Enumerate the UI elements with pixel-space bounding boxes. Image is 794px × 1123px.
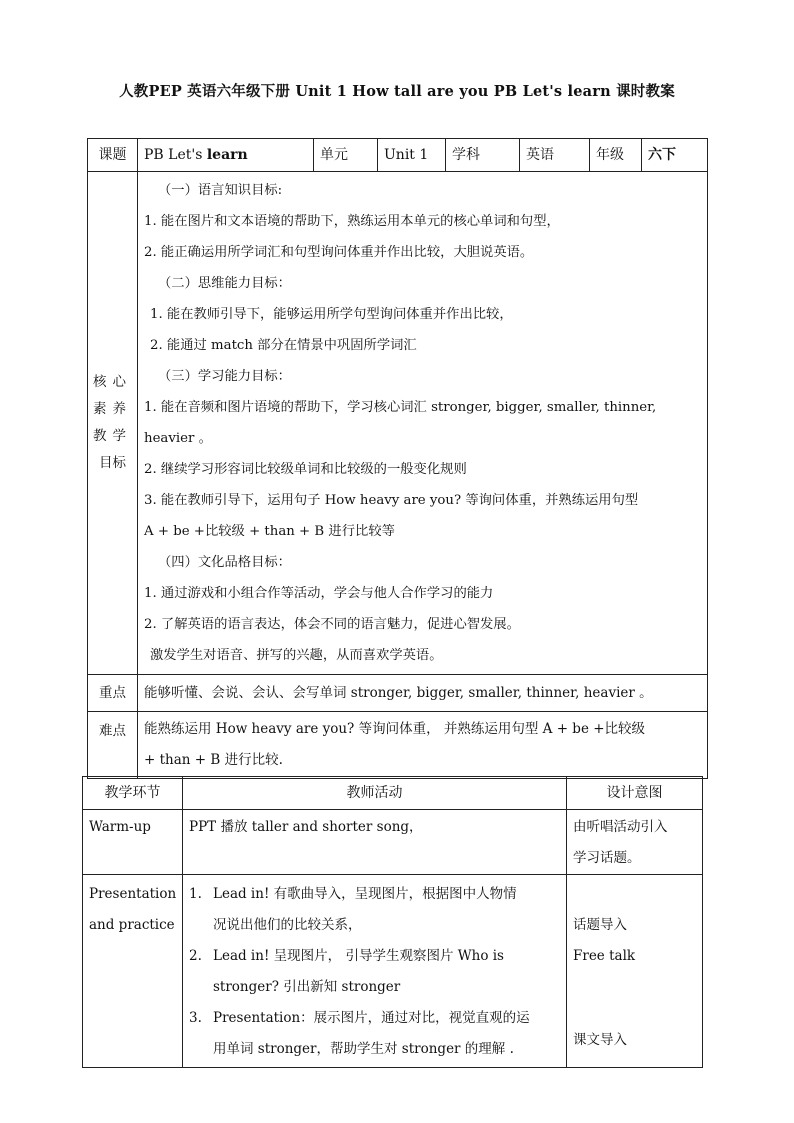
step-number: 3. (189, 1010, 202, 1026)
goals-label (88, 172, 138, 675)
key-point-row (88, 675, 708, 712)
step-line: Lead in! 呈现图片， 引导学生观察图片 Who is (213, 948, 504, 964)
goals-line: 2. 能通过 match 部分在情景中巩固所学词汇 (150, 338, 417, 353)
activity-step (189, 941, 562, 1003)
goals-section-heading: （三）学习能力目标： (158, 369, 291, 384)
course-value-emphasis: learn (206, 146, 248, 163)
info-row (88, 139, 708, 172)
goals-section-heading: （一）语言知识目标: (158, 183, 283, 198)
presentation-intent (567, 875, 703, 1068)
goals-section-heading: （二）思维能力目标： (158, 276, 291, 291)
presentation-stage-line: Presentation (89, 886, 177, 902)
goals-line: 2. 能正确运用所学词汇和句型询问体重并作出比较，大胆说英语。 (144, 245, 534, 260)
goals-label-line: 素养 (93, 401, 132, 417)
difficulty-row (88, 712, 708, 779)
warmup-stage: Warm-up (83, 810, 183, 875)
goals-row (88, 172, 708, 675)
goals-label-line: 教学 (93, 428, 132, 444)
header-activity: 教师活动 (183, 777, 567, 810)
goals-line: 1. 能在音频和图片语境的帮助下，学习核心词汇 stronger, bigger, smaller, thinner, (144, 400, 657, 415)
warmup-intent (567, 810, 703, 875)
step-line: 况说出他们的比较关系， (213, 917, 362, 933)
difficulty-line: 能熟练运用 How heavy are you? 等询问体重， 并熟练运用句型 A + be +比较级 (144, 721, 646, 737)
goals-line: 2. 继续学习形容词比较级单词和比较级的一般变化规则 (144, 462, 467, 477)
activity-step (189, 879, 562, 941)
presentation-activity (183, 875, 567, 1068)
lesson-info-table (87, 138, 708, 779)
difficulty-label: 难点 (88, 712, 138, 779)
presentation-row (83, 875, 703, 1068)
header-intent: 设计意图 (567, 777, 703, 810)
key-point-text: 能够听懂、会说、会认、会写单词 stronger, bigger, smaller, thinner, heavier 。 (138, 675, 708, 712)
step-line: Presentation：展示图片，通过对比，视觉直观的运 (213, 1010, 530, 1026)
goals-line: 激发学生对语音、拼写的兴趣，从而喜欢学英语。 (150, 648, 443, 663)
warmup-intent-line: 由听唱活动引入 (573, 819, 668, 835)
goals-line: 1. 通过游戏和小组合作等活动，学会与他人合作学习的能力 (144, 586, 494, 601)
goals-line: 1. 能在教师引导下，能够运用所学句型询问体重并作出比较， (150, 307, 513, 322)
warmup-intent-line: 学习话题。 (573, 850, 641, 866)
presentation-intent-text: 课文导入 (573, 1032, 627, 1048)
unit-label: 单元 (314, 139, 378, 172)
warmup-row (83, 810, 703, 875)
course-value (138, 139, 314, 172)
step-line: 用单词 stronger，帮助学生对 stronger 的理解 . (213, 1041, 514, 1057)
course-label: 课题 (88, 139, 138, 172)
document-title: 人教PEP 英语六年级下册 Unit 1 How tall are you PB Let's learn 课时教案 (119, 83, 675, 100)
goals-line: heavier 。 (144, 431, 212, 446)
difficulty-line: + than + B 进行比较. (144, 752, 283, 768)
goals-line: A + be +比较级 + than + B 进行比较等 (144, 524, 395, 539)
process-header-row (83, 777, 703, 810)
goals-line: 1. 能在图片和文本语境的帮助下，熟练运用本单元的核心单词和句型， (144, 214, 560, 229)
header-stage: 教学环节 (83, 777, 183, 810)
presentation-stage (83, 875, 183, 1068)
step-line: Lead in! 有歌曲导入，呈现图片，根据图中人物情 (213, 886, 517, 902)
goals-line: 2. 了解英语的语言表达，体会不同的语言魅力，促进心智发展。 (144, 617, 520, 632)
goals-content (138, 172, 708, 675)
goals-label-line: 核心 (93, 374, 132, 390)
step-number: 1. (189, 886, 202, 902)
goals-section-heading: （四）文化品格目标： (158, 555, 291, 570)
grade-label: 年级 (590, 139, 642, 172)
step-line: stronger? 引出新知 stronger (213, 979, 401, 995)
goals-line: 3. 能在教师引导下，运用句子 How heavy are you? 等询问体重，并熟练运用句型 (144, 493, 639, 508)
key-point-label: 重点 (88, 675, 138, 712)
goals-label-line: 目标 (99, 455, 126, 471)
presentation-stage-line: and practice (89, 917, 175, 933)
warmup-activity: PPT 播放 taller and shorter song， (183, 810, 567, 875)
presentation-intent-freetalk: Free talk (573, 948, 636, 964)
course-value-prefix: PB Let's (144, 146, 207, 163)
subject-label: 学科 (446, 139, 520, 172)
teaching-process-table (82, 776, 703, 1068)
presentation-intent-topic: 话题导入 (573, 917, 627, 933)
unit-value: Unit 1 (378, 139, 446, 172)
difficulty-text (138, 712, 708, 779)
step-number: 2. (189, 948, 202, 964)
subject-value: 英语 (520, 139, 590, 172)
grade-value: 六下 (642, 139, 708, 172)
activity-step (189, 1003, 562, 1065)
